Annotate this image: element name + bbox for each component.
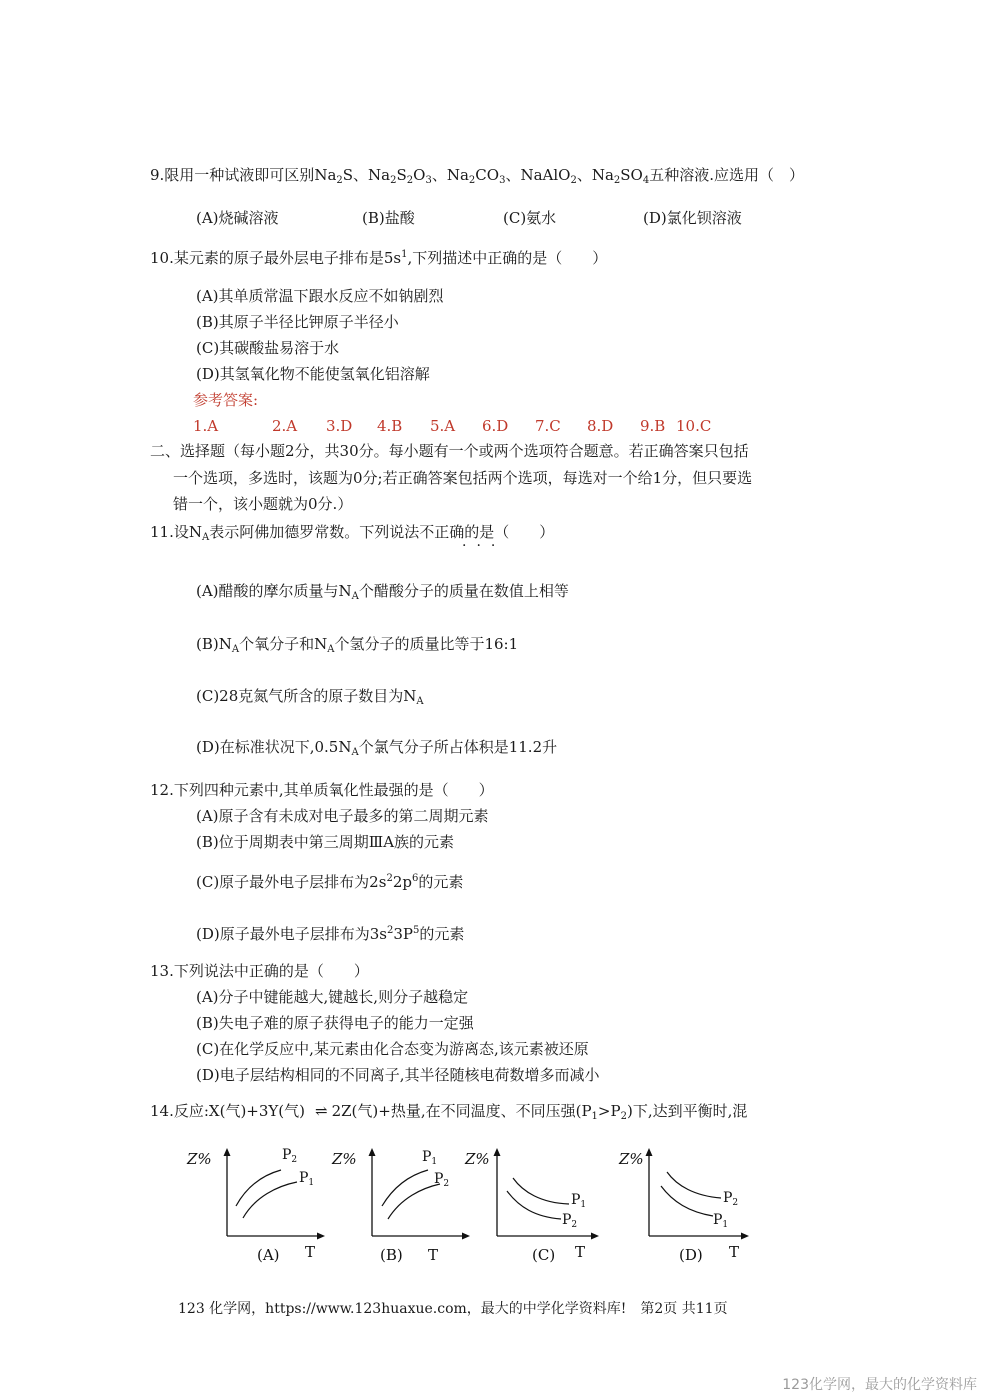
graph-a-upper-label: $P_2$: [282, 1147, 298, 1165]
graph-a-y-arrow-icon: [224, 1148, 231, 1156]
q11-option-c: (C)28克氮气所含的原子数目为$N_A$: [196, 687, 424, 707]
answer-9: 9.B: [640, 417, 666, 435]
q10-option-b: (B)其原子半径比钾原子半径小: [196, 313, 399, 331]
graph-b-x-label: T: [428, 1246, 439, 1264]
q12-option-b: (B)位于周期表中第三周期ⅢA族的元素: [196, 833, 455, 851]
section2-line1: 二、选择题（每小题2分，共30分。每小题有一个或两个选项符合题意。若正确答案只包括: [150, 442, 749, 460]
graph-c-upper-label: $P_1$: [571, 1192, 587, 1210]
graph-d-upper-label: $P_2$: [723, 1190, 739, 1208]
graph-d-caption: (D): [679, 1246, 703, 1264]
graph-b: [330, 1140, 480, 1269]
graph-a-x-label: T: [305, 1243, 316, 1261]
graph-b-upper-label: $P_1$: [422, 1149, 438, 1167]
q11-option-d: (D)在标准状况下$,0.5N_A$个氯气分子所占体积是11.2升: [196, 738, 558, 758]
graph-a-y-label: Z%: [187, 1150, 212, 1168]
graph-b-y-arrow-icon: [369, 1148, 376, 1156]
graph-a-lower-label: $P_1$: [299, 1170, 315, 1188]
q12-option-d: (D)原子最外电子层排布为$3s^23P^5$的元素: [196, 925, 465, 943]
q9-option-a: (A)烧碱溶液: [196, 209, 279, 227]
q9-option-b: (B)盐酸: [362, 209, 415, 227]
graph-c-x-label: T: [575, 1243, 586, 1261]
q10-stem: 10.某元素的原子最外层电子排布是$5s^1$,下列描述中正确的是（ ）: [150, 249, 608, 267]
graph-c-caption: (C): [532, 1246, 556, 1264]
graph-b-caption: (B): [380, 1246, 403, 1264]
graph-d-y-label: Z%: [619, 1150, 644, 1168]
equilibrium-arrow-icon: ⇌: [315, 1102, 328, 1120]
q12-option-c: (C)原子最外电子层排布为$2s^22p^6$的元素: [196, 873, 464, 891]
q13-option-d: (D)电子层结构相同的不同离子,其半径随核电荷数增多而减小: [196, 1066, 600, 1084]
graph-c-curve-lower: [507, 1191, 561, 1219]
answer-6: 6.D: [482, 417, 509, 435]
q13-stem: 13.下列说法中正确的是（ ）: [150, 962, 369, 980]
graph-a-caption: (A): [257, 1246, 280, 1264]
q9-option-d: (D)氯化钡溶液: [643, 209, 742, 227]
answer-2: 2.A: [272, 417, 298, 435]
q13-option-c: (C)在化学反应中,某元素由化合态变为游离态,该元素被还原: [196, 1040, 589, 1058]
graph-c-x-arrow-icon: [591, 1233, 599, 1240]
q14-stem: 14.反应:X(气)+3Y(气) ⇌ 2Z(气)+热量,在不同温度、不同压强$(P_1>P_2)$下,达到平衡时,混: [150, 1102, 748, 1122]
answer-5: 5.A: [430, 417, 456, 435]
q13-option-a: (A)分子中键能越大,键越长,则分子越稳定: [196, 988, 469, 1006]
graph-d-x-label: T: [729, 1243, 740, 1261]
q10-option-a: (A)其单质常温下跟水反应不如钠剧烈: [196, 287, 444, 305]
graph-d-svg: [617, 1140, 767, 1265]
q12-option-a: (A)原子含有未成对电子最多的第二周期元素: [196, 807, 489, 825]
graph-c-svg: [465, 1140, 615, 1265]
graph-b-curve-lower: [388, 1184, 440, 1219]
answer-8: 8.D: [587, 417, 614, 435]
q9-stem: 9.限用一种试液即可区别$Na_2S$、$Na_2S_2O_3$、$Na_2CO_3$、NaAlO$_2$、$Na_2SO_4$五种溶液.应选用（ ）: [150, 166, 805, 186]
answer-7: 7.C: [535, 417, 561, 435]
answer-10: 10.C: [676, 417, 712, 435]
graph-c-curve-upper: [513, 1178, 569, 1204]
graph-c-lower-label: $P_2$: [562, 1212, 578, 1230]
q11-emphasis-dots: ···: [462, 538, 506, 554]
graph-a-x-arrow-icon: [317, 1233, 325, 1240]
graph-c-y-label: Z%: [465, 1150, 490, 1168]
watermark: 123化学网，最大的化学资料库: [782, 1377, 977, 1393]
q10-option-d: (D)其氢氧化物不能使氢氧化铝溶解: [196, 365, 430, 383]
graph-b-y-label: Z%: [332, 1150, 357, 1168]
graph-c-y-arrow-icon: [494, 1148, 501, 1156]
q11-option-a: (A)醋酸的摩尔质量与$N_A$个醋酸分子的质量在数值上相等: [196, 582, 569, 602]
graph-c: [465, 1140, 615, 1269]
answer-1: 1.A: [193, 417, 219, 435]
answer-4: 4.B: [377, 417, 403, 435]
answers-title: 参考答案:: [193, 391, 259, 409]
section2-line2: 一个选项，多选时，该题为0分;若正确答案包括两个选项，每选对一个给1分，但只要选: [173, 469, 753, 487]
q12-stem: 12.下列四种元素中,其单质氧化性最强的是（ ）: [150, 781, 494, 799]
graph-d-lower-label: $P_1$: [713, 1212, 729, 1230]
graph-d-curve-upper: [667, 1172, 721, 1198]
graph-a-curve-upper: [236, 1170, 281, 1206]
graph-a-svg: [185, 1140, 335, 1265]
graph-d-y-arrow-icon: [646, 1148, 653, 1156]
graph-d: [617, 1140, 767, 1269]
q11-option-b: $(B)N_A$个氧分子和$N_A$个氢分子的质量比等于16:1: [196, 635, 519, 655]
graph-b-lower-label: $P_2$: [434, 1171, 450, 1189]
page-footer: 123 化学网，https://www.123huaxue.com，最大的中学化学资料库! 第2页 共11页: [178, 1301, 728, 1317]
q11-stem: 11.设$N_A$表示阿佛加德罗常数。下列说法不正确的是（ ）: [150, 523, 555, 543]
graph-a: [185, 1140, 335, 1269]
q10-option-c: (C)其碳酸盐易溶于水: [196, 339, 340, 357]
section2-line3: 错一个，该小题就为0分.）: [173, 495, 353, 513]
graph-a-curve-lower: [243, 1182, 297, 1218]
graph-d-curve-lower: [661, 1186, 713, 1216]
graph-b-svg: [330, 1140, 480, 1265]
graph-d-x-arrow-icon: [741, 1233, 749, 1240]
q13-option-b: (B)失电子难的原子获得电子的能力一定强: [196, 1014, 474, 1032]
q9-option-c: (C)氨水: [503, 209, 557, 227]
answer-3: 3.D: [326, 417, 353, 435]
